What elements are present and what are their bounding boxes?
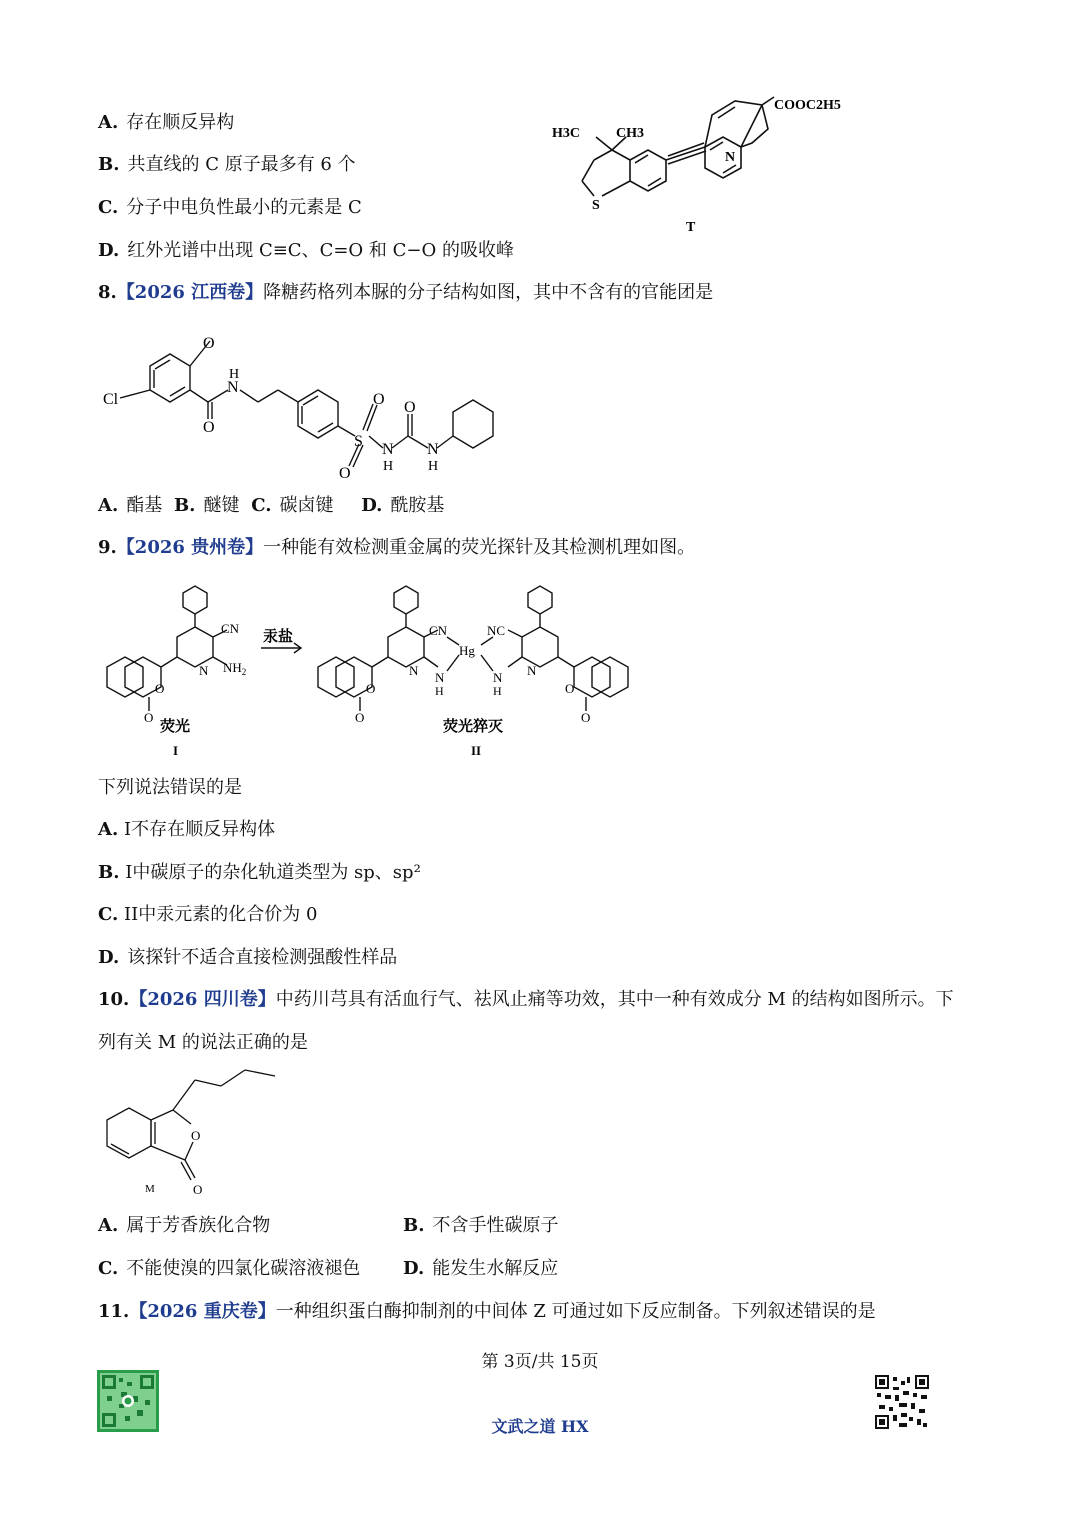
q9-option-c: C. II中汞元素的化合价为 0 xyxy=(98,904,318,925)
q7-label-ch3: CH3 xyxy=(616,126,644,141)
page-number: 第 3页/共 15页 xyxy=(481,1352,599,1372)
q7-option-b: B. 共直线的 C 原子最多有 6 个 xyxy=(98,154,356,175)
q11-stem: 11.【2026 重庆卷】一种组织蛋白酶抑制剂的中间体 Z 可通过如下反应制备。下列叙述错误的是 xyxy=(98,1301,876,1322)
q7-option-d: D. 红外光谱中出现 C≡C、C=O 和 C−O 的吸收峰 xyxy=(98,240,514,261)
q9-option-b: B. I中碳原子的杂化轨道类型为 sp、sp² xyxy=(98,862,421,883)
q9-ii-label-nh-left: N xyxy=(435,670,445,685)
q9-ii-label-cn: CN xyxy=(429,623,448,638)
q9-reagent-label: 汞盐 xyxy=(263,629,294,645)
q8-label-h2: H xyxy=(428,459,439,474)
q8-label-n-amide: N xyxy=(227,379,239,396)
q9-option-d: D. 该探针不适合直接检测强酸性样品 xyxy=(98,947,398,968)
q8-label-o-methoxy: O xyxy=(203,335,215,352)
q9-i-label-n: N xyxy=(199,663,209,678)
q9-ii-label-o-carbonyl-left: O xyxy=(355,710,365,725)
q9-ii-label-h-left: H xyxy=(435,684,444,698)
q7-option-a: A. 存在顺反异构 xyxy=(98,112,235,133)
q9-ii-label-n-right: N xyxy=(527,663,537,678)
q8-label-h1: H xyxy=(383,459,394,474)
q7-label-n: N xyxy=(725,150,736,165)
q9-prompt: 下列说法错误的是 xyxy=(98,777,242,798)
q9-option-a: A. I不存在顺反异构体 xyxy=(98,819,276,840)
q9-ii-label-nh-right: N xyxy=(493,670,503,685)
q9-ii-roman: II xyxy=(471,743,482,758)
footer-brand: 文武之道 HX xyxy=(491,1417,589,1436)
q10-structure-m xyxy=(95,1066,295,1201)
q9-ii-label-hg: Hg xyxy=(459,643,475,658)
q10-stem: 10.【2026 四川卷】中药川芎具有活血行气、祛风止痛等功效，其中一种有效成分 M 的结构如图所示。下 xyxy=(98,989,954,1010)
q8-label-n2: N xyxy=(427,441,439,458)
q9-stem: 9.【2026 贵州卷】一种能有效检测重金属的荧光探针及其检测机理如图。 xyxy=(98,537,696,558)
q7-option-c: C. 分子中电负性最小的元素是 C xyxy=(98,197,362,218)
q8-label-o-s2: O xyxy=(339,465,351,482)
q10-stem-cont: 列有关 M 的说法正确的是 xyxy=(98,1032,308,1053)
q9-i-label-o-carbonyl: O xyxy=(144,710,154,725)
q9-scheme xyxy=(95,575,655,760)
q9-ii-label-o-left: O xyxy=(366,681,376,696)
q9-i-label-nh2: $NH_2$ xyxy=(223,660,247,677)
q8-label-s: S xyxy=(354,433,363,450)
q10-option-a: A. 属于芳香族化合物 xyxy=(98,1215,271,1236)
q10-option-d: D. 能发生水解反应 xyxy=(403,1258,559,1279)
q9-ii-label-o-carbonyl-right: O xyxy=(581,710,591,725)
q9-ii-label-h-right: H xyxy=(493,684,502,698)
q8-label-h-amide: H xyxy=(229,367,240,382)
q10-label-o-carbonyl: O xyxy=(193,1182,203,1197)
q8-label-o-s1: O xyxy=(373,391,385,408)
q7-structure-t xyxy=(540,85,860,245)
q9-i-caption: 荧光 xyxy=(160,719,191,735)
q9-i-label-o-ring: O xyxy=(155,681,165,696)
q7-label-h3c: H3C xyxy=(552,126,580,141)
q8-label-cl: Cl xyxy=(103,391,119,408)
q8-label-o-amide: O xyxy=(203,419,215,436)
q7-label-ester: COOC2H5 xyxy=(774,98,841,113)
q7-label-s: S xyxy=(592,198,600,213)
q8-label-o-urea: O xyxy=(404,399,416,416)
q10-option-c: C. 不能使溴的四氯化碳溶液褪色 xyxy=(98,1258,361,1279)
q8-label-n1: N xyxy=(382,441,394,458)
q7-label-t: T xyxy=(686,220,696,235)
q8-options: A. 酯基 B. 醚键 C. 碳卤键 D. 酰胺基 xyxy=(98,495,445,516)
q10-option-b: B. 不含手性碳原子 xyxy=(403,1215,559,1236)
q9-ii-label-n-left: N xyxy=(409,663,419,678)
q9-ii-caption: 荧光猝灭 xyxy=(443,719,504,735)
qr-code-right xyxy=(875,1375,929,1429)
q10-label-o-ring: O xyxy=(191,1128,201,1143)
q10-label-m: M xyxy=(145,1183,155,1195)
q9-ii-label-o-right: O xyxy=(565,681,575,696)
q9-i-label-cn: CN xyxy=(221,621,240,636)
q8-structure-glibenclamide xyxy=(95,318,515,480)
wechat-qr-code-left xyxy=(97,1370,159,1432)
q9-ii-label-nc: NC xyxy=(487,623,506,638)
q8-stem: 8.【2026 江西卷】降糖药格列本脲的分子结构如图，其中不含有的官能团是 xyxy=(98,282,714,303)
q9-i-roman: I xyxy=(173,743,179,758)
